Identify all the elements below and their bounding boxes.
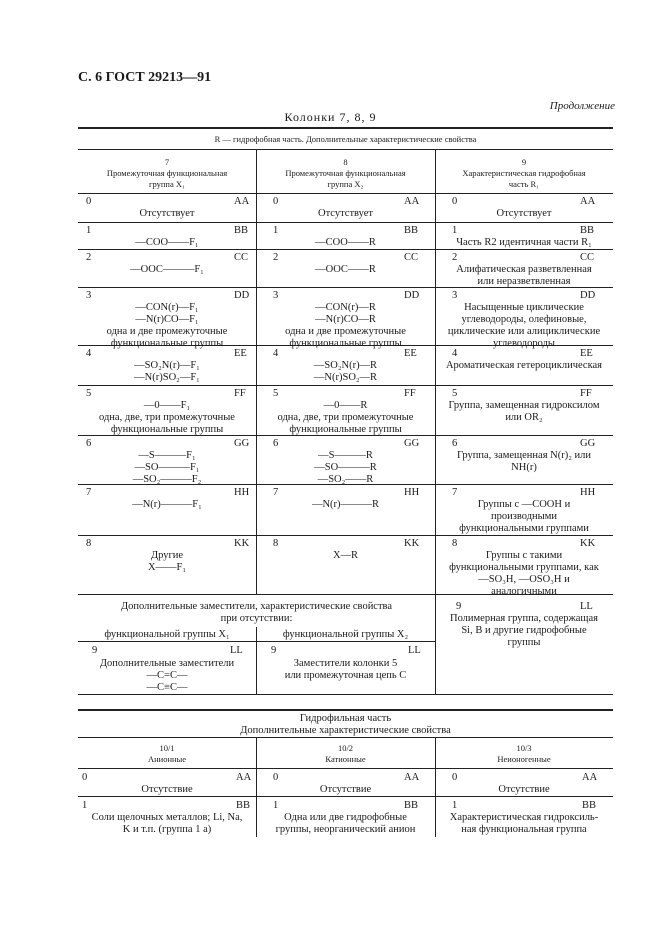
row-code: CC: [234, 252, 249, 263]
table-cell: Отсутствует: [318, 208, 373, 219]
table-cell: —OOC———F₁: [130, 264, 204, 275]
table-cell: Характеристическая гидроксиль- ная функциональная группа: [449, 812, 599, 835]
table-cell: Алифатическая разветвленная или неразветвленная: [456, 264, 592, 287]
table-cell: Одна или две гидрофобные группы, неорганический анион: [275, 812, 416, 835]
table-cell: —COO——F₁: [135, 237, 199, 248]
x2-absent-label: функциональной группы X₂: [282, 629, 409, 640]
row-number: 5: [452, 388, 458, 399]
row-code: DD: [234, 290, 250, 301]
row-code: CC: [580, 252, 595, 263]
table-cell: —0——F₁ одна, две, три промежуточные функциональные группы: [99, 400, 235, 435]
row-code: HH: [580, 487, 596, 498]
row-number: 2: [452, 252, 458, 263]
col10-1-header: 10/1 Анионные: [147, 743, 187, 765]
row-code: AA: [404, 196, 420, 207]
row-number: 8: [452, 538, 458, 549]
row-code: CC: [404, 252, 419, 263]
row-number: 1: [82, 800, 88, 811]
row-number: 5: [273, 388, 279, 399]
row-code: BB: [404, 800, 419, 811]
row-code: DD: [580, 290, 596, 301]
row-number: 0: [82, 772, 88, 783]
table-cell: Часть R2 идентичная части R₁: [456, 237, 592, 248]
row-number: 8: [86, 538, 92, 549]
table-cell: Отсутствует: [496, 208, 552, 219]
table-cell: —OOC——R: [315, 264, 376, 275]
row-code: KK: [234, 538, 250, 549]
col9-header: 9 Характеристическая гидрофобная часть R₁: [462, 157, 586, 190]
row-code: KK: [580, 538, 596, 549]
row-code: AA: [404, 772, 420, 783]
row-number: 3: [273, 290, 279, 301]
table-cell: —S———F₁ —SO———F₁ —SO₂———F₂: [132, 450, 202, 485]
row-code: AA: [580, 196, 596, 207]
row-number: 1: [273, 225, 279, 236]
row-number: 7: [273, 487, 279, 498]
row-code: GG: [580, 438, 596, 449]
additional-substituents-title: Дополнительные заместители, характеристические свойства при отсутствии:: [120, 601, 393, 624]
row-code: BB: [236, 800, 251, 811]
col10-2-header: 10/2 Катионные: [325, 743, 366, 765]
col10-3-header: 10/3 Неионогенные: [497, 743, 551, 765]
table-cell: X—R: [332, 550, 359, 561]
row-number: 0: [273, 196, 279, 207]
row-number: 3: [86, 290, 92, 301]
row-number: 0: [273, 772, 279, 783]
table-cell: —0——R одна, две, три промежуточные функциональные группы: [277, 400, 414, 435]
row-number: 4: [273, 348, 279, 359]
row-code: BB: [582, 800, 597, 811]
row-number: 1: [86, 225, 92, 236]
row-number: 0: [452, 196, 458, 207]
row-number: 1: [273, 800, 279, 811]
row-code: AA: [582, 772, 598, 783]
table-cell: —SO₂N(r)—R —N(r)SO₂—R: [313, 360, 378, 383]
row-code: FF: [234, 388, 246, 399]
col7-header: 7 Промежуточная функциональная группа X₁: [106, 157, 228, 190]
table-cell: —SO₂N(r)—F₁ —N(r)SO₂—F₁: [134, 360, 200, 383]
row-code: BB: [404, 225, 419, 236]
row-number: 8: [273, 538, 279, 549]
row-code: AA: [236, 772, 252, 783]
row-number: 5: [86, 388, 92, 399]
table-cell: Другие X——F₁: [147, 550, 187, 573]
row-number: 1: [452, 800, 458, 811]
row-code: GG: [234, 438, 250, 449]
table-cell: Отсутствует: [139, 208, 195, 219]
row-code: EE: [234, 348, 247, 359]
continuation-label: Продолжение: [549, 100, 615, 112]
row-number: 7: [86, 487, 92, 498]
table-cell: —N(r)———R: [311, 499, 380, 510]
x1-absent-label: функциональной группы X₁: [104, 629, 230, 640]
row-number: 7: [452, 487, 458, 498]
table-cell: —CON(r)—R —N(r)CO—R одна и две промежуточные функциональные группы: [285, 302, 406, 349]
row-code: HH: [404, 487, 420, 498]
row-code: EE: [404, 348, 417, 359]
row-number: 0: [452, 772, 458, 783]
table-cell: Отсутствие: [319, 784, 372, 795]
table-cell: Отсутствие: [141, 784, 193, 795]
row-number: 1: [452, 225, 458, 236]
row-number: 4: [86, 348, 92, 359]
row-code: KK: [404, 538, 420, 549]
table-cell: Группа, замещенная N(r)₂ или NH(r): [457, 450, 591, 473]
row-number: 6: [86, 438, 92, 449]
row-code: EE: [580, 348, 593, 359]
row-number: 0: [86, 196, 92, 207]
table-cell: Группы с —COOH и производными функциональными группами: [459, 499, 589, 534]
row-code: AA: [234, 196, 250, 207]
table-cell: Соли щелочных металлов; Li, Na, K и т.п. (группа 1 а): [91, 812, 243, 835]
row-code: HH: [234, 487, 250, 498]
row-number: 2: [86, 252, 92, 263]
table-cell: Отсутствие: [498, 784, 550, 795]
hydrophobic-part-header: R — гидрофобная часть. Дополнительные характеристические свойства: [214, 134, 477, 144]
table-cell: Ароматическая гетероциклическая: [445, 360, 603, 371]
table-cell: Насыщенные циклические углеводороды, олефиновые, циклические или алициклические углеводороды: [447, 302, 601, 349]
table-cell: Группа, замещенная гидроксилом или OR₂: [448, 400, 600, 423]
row-number: 2: [273, 252, 279, 263]
row-number: 6: [273, 438, 279, 449]
table-cell: —N(r)———F₁: [132, 499, 202, 510]
row-number: 4: [452, 348, 458, 359]
col8-header: 8 Промежуточная функциональная группа X₂: [285, 157, 406, 190]
section-title: Колонки 7, 8, 9: [284, 110, 377, 124]
table-cell: —COO——R: [315, 237, 376, 248]
page-header: С. 6 ГОСТ 29213—91: [78, 70, 212, 85]
row-number: 3: [452, 290, 458, 301]
row-code: DD: [404, 290, 420, 301]
row-number: 6: [452, 438, 458, 449]
table-cell: Группы с такими функциональными группами, как —SO₃H, —OSO₃H и аналогичными: [449, 550, 599, 597]
row-code: BB: [580, 225, 595, 236]
row-code: GG: [404, 438, 420, 449]
table-cell: —S———R —SO———R —SO₂——R: [314, 450, 377, 485]
hydrophilic-part-title: Гидрофильная часть Дополнительные характеристические свойства: [240, 713, 451, 736]
row-code: BB: [234, 225, 249, 236]
table-cell: —CON(r)—F₁ —N(r)CO—F₁ одна и две промежуточные функциональные группы: [106, 302, 228, 349]
row-code: FF: [580, 388, 592, 399]
row-code: FF: [404, 388, 416, 399]
